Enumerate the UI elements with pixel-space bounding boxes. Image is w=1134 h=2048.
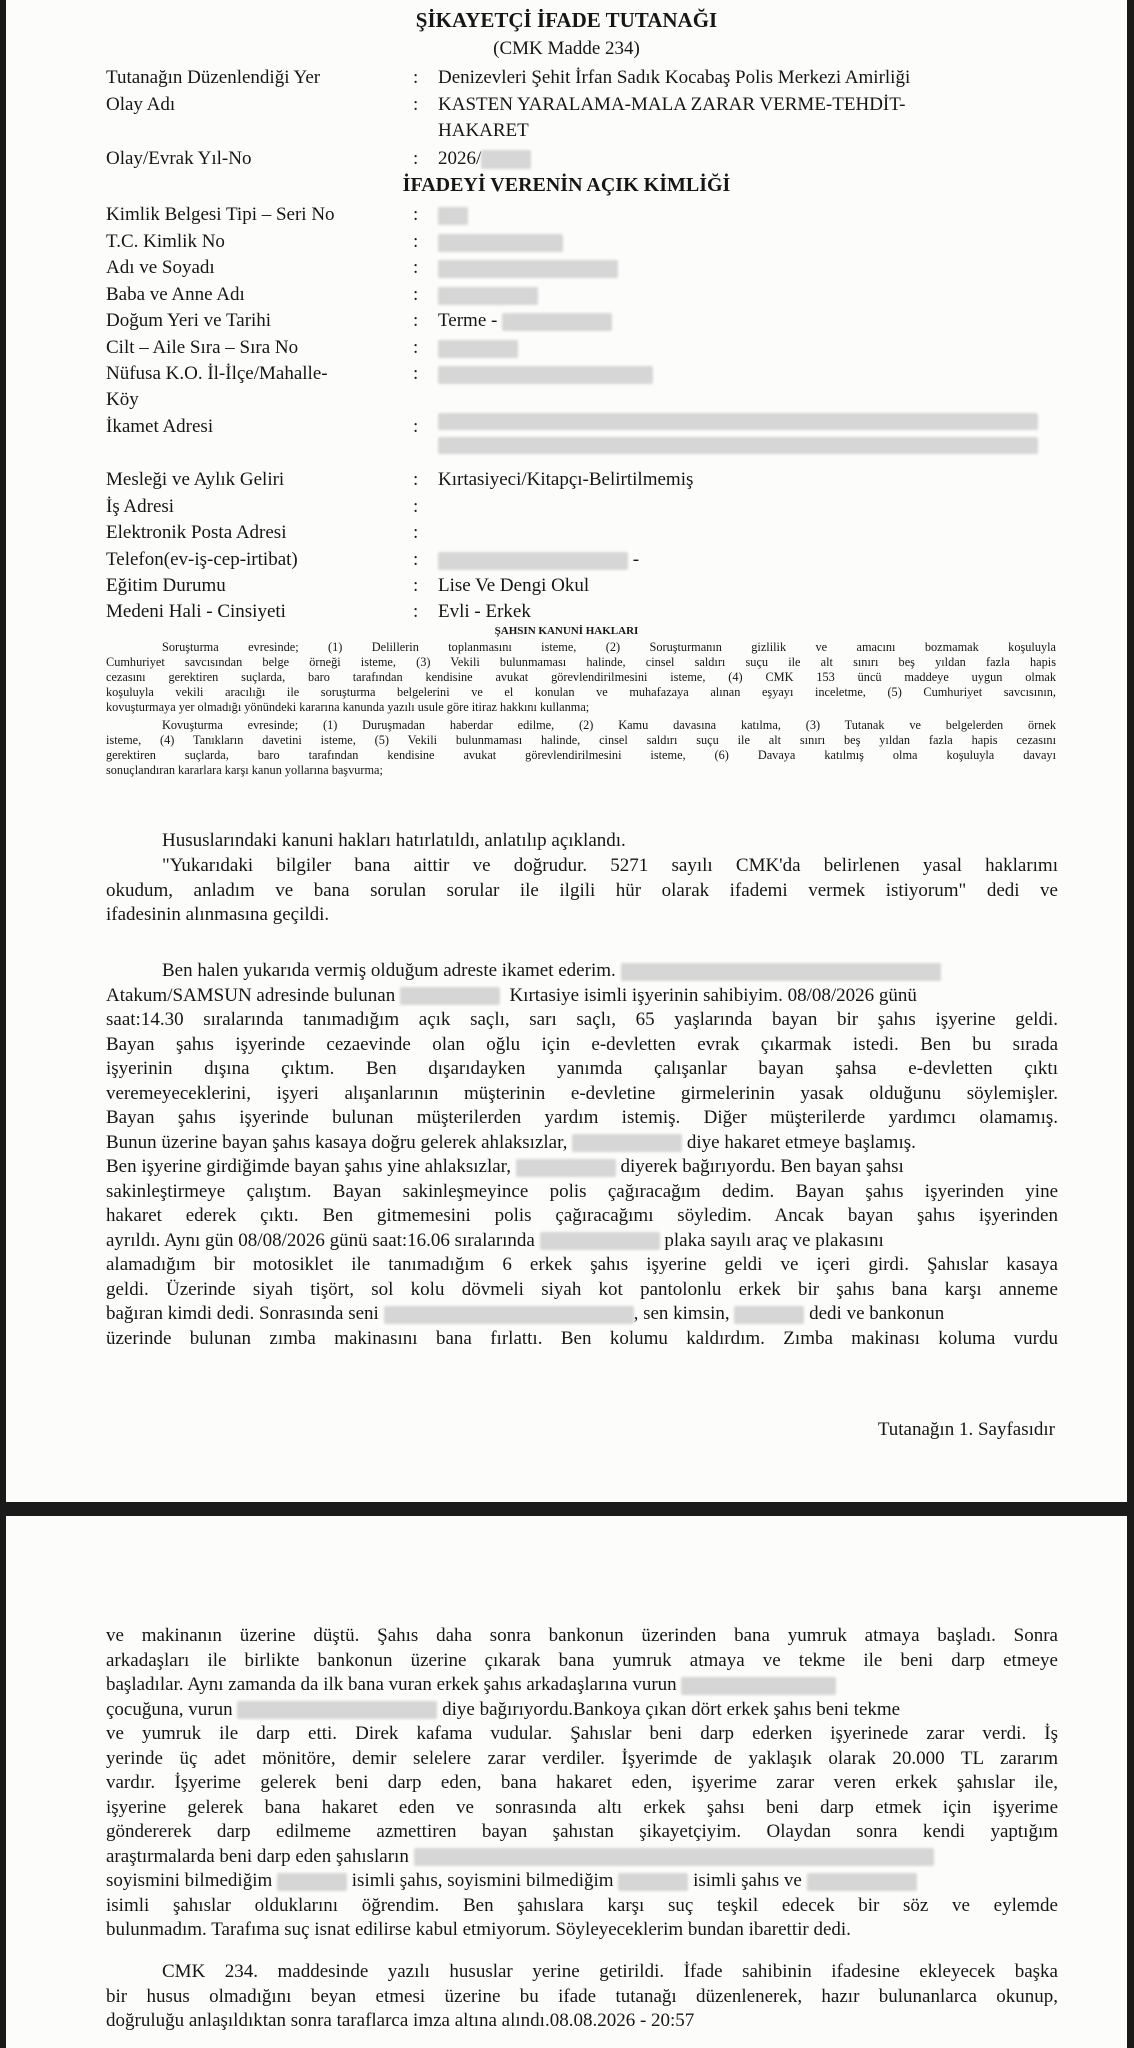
field-value: Denizevleri Şehit İrfan Sadık Kocabaş Polis Merkezi Amirliği bbox=[438, 67, 911, 88]
redaction bbox=[438, 260, 618, 278]
field-label: T.C. Kimlik No bbox=[106, 231, 225, 252]
field-label: Tutanağın Düzenlendiği Yer bbox=[106, 67, 321, 88]
redaction bbox=[400, 987, 500, 1005]
redaction bbox=[438, 552, 628, 570]
statement-paragraph: Ben halen yukarıda vermiş olduğum adreste ikamet ederim. Atakum/SAMSUN adresinde bulunan Kırtasiye isimli işyerinin sahibiyim. 08/08/2026 günü saat:14.30 sıralarında tanımadığım açık saçlı, sarı saçlı, 65 yaşlarında bayan bir şahıs işyerine geldi. Bayan şahıs işyerinde cezaevinde olan oğlu için e-devletten evrak çıkarmak istedi. Ben bu sırada işyerinin dışına çıktım. Ben dışarıdayken yanımda çalışanlar bayan şahsa e-devletten çıktı veremeyeceklerini, işyeri alışanlarının müşterinin e-devletine girmelerinin yasak olduğunu söylemişler. Bayan şahıs işyerinde bulunan müşterilerden yardım istemiş. Diğer müşterilerde yardımcı olamamış. Bunun üzerine bayan şahıs kasaya doğru gelerek ahlaksızlar, diye hakaret etmeye başlamış. Ben işyerine girdiğimde bayan şahıs yine ahlaksızlar, diyerek bağırıyordu. Ben bayan şahsı sakinleştirmeye çalıştım. Bayan sakinleşmeyince polis çağıracağım dedim. Bayan şahıs işyerinden yine hakaret ederek çıktı. Ben gitmemesini polis çağıracağımı söyledim. Ancak bayan şahıs işyerinden ayrıldı. Aynı gün 08/08/2026 günü saat:16.06 sıralarında plaka sayılı araç ve plakasını alamadığım bir motosiklet ile tanımadığım 6 erkek şahıs işyerine geldi ve içeri girdi. Şahıslar kasaya geldi. Üzerinde siyah tişört, sol kolu dövmeli siyah kot pantolonlu erkek bir şahıs bana karşı anneme bağıran kimdi dedi. Sonrasında seni , sen kimsin, dedi ve bankonun üzerinde bulunan zımba makinasını bana fırlattı. Ben kolumu kaldırdım. Zımba makinası koluma vurdu bbox=[106, 960, 1058, 1349]
field-label: İkamet Adresi bbox=[106, 416, 214, 437]
redaction bbox=[438, 234, 563, 252]
redaction bbox=[384, 1306, 634, 1324]
statement-paragraph-continued: ve makinanın üzerine düştü. Şahıs daha sonra bankonun üzerinden bana yumruk atmaya başladı. Sonra arkadaşları ile birlikte bankonun üzerine çıkarak bana yumruk atmaya ve tekme ile beni darp etmeye başladılar. Aynı zamanda da ilk bana vuran erkek şahıs arkadaşlarına vurun çocuğuna, vurun diye bağırıyordu.Bankoya çıkan dört erkek şahıs beni tekme ve yumruk ile darp etti. Direk kafama vudular. Şahıslar beni darp ederken işyerinede zarar verdi. İş yerinde üç adet mönitöre, demir selelere zarar verdiler. İşyerimde de yaklaşık olarak 20.000 TL zararım vardır. İşyerime gelerek beni darp eden, bana hakaret eden, işyerime zarar veren erkek şahıslar ile, işyerine gelerek bana hakaret eden ve sonrasında altı erkek şahsı beni darp etmek için işyerime göndererek darp edilmeme azmettiren bayan şahıstan şikayetçiyim. Olaydan sonra kendi yaptığım araştırmalarda beni darp eden şahısların soyismini bilmediğim isimli şahıs, soyismini bilmediğim isimli şahıs ve isimli şahıslar olduklarını öğrendim. Ben şahıslara karşı suç teşkil edecek bir söz ve eylemde bulunmadım. Tarafıma suç isnat edilirse kabul etmiyorum. Söyleyeceklerim bundan ibarettir dedi. bbox=[106, 1625, 1058, 1940]
field-label: Mesleği ve Aylık Geliri bbox=[106, 469, 285, 490]
document-title: ŞİKAYETÇİ İFADE TUTANAĞI bbox=[415, 8, 718, 32]
field-label: Olay/Evrak Yıl-No bbox=[106, 148, 252, 169]
redaction bbox=[237, 1701, 437, 1719]
field-label: Cilt – Aile Sıra – Sıra No bbox=[106, 337, 299, 358]
field-label: Olay Adı bbox=[106, 94, 176, 115]
redaction bbox=[734, 1306, 804, 1324]
redaction bbox=[516, 1159, 616, 1177]
declaration-paragraph: "Yukarıdaki bilgiler bana aittir ve doğrudur. 5271 sayılı CMK'da belirlenen yasal haklarımı okudum, anladım ve bana sorulan sorular ile ilgili hür olarak ifademi vermek istiyorum" dedi ve ifadesinin alınmasına geçildi. bbox=[106, 855, 1058, 925]
redaction bbox=[414, 1848, 934, 1866]
rights-prosecution: Kovuşturma evresinde; (1) Duruşmadan haberdar edilme, (2) Kamu davasına katılma, (3) Tutanak ve belgelerden örnek isteme, (4) Tanıkların davetini isteme, (5) Vekili bulunmaması halinde, cinsel saldırı suçu ile alt sınırı beş yıldan fazla hapis cezasını gerektiren suçlarda, baro tarafından kendisine avukat görevlendirilmesini isteme, (6) Davaya katılmış olma koşuluyla davayı sonuçlandıran kararlara karşı kanun yollarına başvurma; bbox=[106, 718, 1056, 777]
field-label: Nüfusa K.O. İl-İlçe/Mahalle- bbox=[106, 363, 328, 384]
redaction bbox=[681, 1677, 836, 1695]
field-label: Doğum Yeri ve Tarihi bbox=[106, 310, 272, 331]
rights-reminder: Hususlarındaki kanuni hakları hatırlatıldı, anlatılıp açıklandı. bbox=[162, 830, 626, 851]
rights-heading: ŞAHSIN KANUNİ HAKLARI bbox=[494, 625, 639, 637]
redaction bbox=[502, 313, 612, 331]
redaction bbox=[438, 366, 653, 384]
field-value: Evli - Erkek bbox=[438, 601, 531, 622]
identity-heading: İFADEYİ VERENİN AÇIK KİMLİĞİ bbox=[402, 174, 731, 196]
field-label: Kimlik Belgesi Tipi – Seri No bbox=[106, 204, 335, 225]
field-label: Elektronik Posta Adresi bbox=[106, 522, 287, 543]
field-value: KASTEN YARALAMA-MALA ZARAR VERME-TEHDİT- bbox=[438, 94, 906, 115]
field-value: Terme - bbox=[438, 310, 503, 331]
field-label: Baba ve Anne Adı bbox=[106, 284, 245, 305]
redaction bbox=[438, 437, 1038, 454]
field-value: HAKARET bbox=[438, 120, 529, 141]
field-label: Köy bbox=[106, 389, 139, 410]
redaction bbox=[438, 340, 518, 358]
field-label: Medeni Hali - Cinsiyeti bbox=[106, 601, 286, 622]
redaction bbox=[621, 963, 941, 981]
rights-investigation: Soruşturma evresinde; (1) Delillerin toplanmasını isteme, (2) Soruşturmanın gizlilik ve amacını bozmamak koşuluyla Cumhuriyet savcısından belge örneği isteme, (3) Vekili bulunmaması halinde, cinsel saldırı suçu ile alt sınırı beş yıldan fazla hapis cezasını gerektiren suçlarda, baro tarafından kendisine avukat görevlendirilmesini isteme, (4) CMK 153 üncü maddeye uygun olmak koşuluyla vekili aracılığı ile soruşturma belgelerini ve el konulan ve muhafazaya alınan eşyayı inceletme, (5) Cumhuriyet savcısının, kovuşturmaya yer olmadığı yönündeki kararına kanunda yazılı usule göre itiraz hakkını kullanma; bbox=[106, 640, 1056, 714]
field-label: Adı ve Soyadı bbox=[106, 257, 215, 278]
field-value: 2026/ bbox=[438, 148, 482, 169]
field-value: Kırtasiyeci/Kitapçı-Belirtilmemiş bbox=[438, 469, 694, 490]
redaction bbox=[481, 150, 531, 169]
closing-paragraph: CMK 234. maddesinde yazılı hususlar yerine getirildi. İfade sahibinin ifadesine ekleyecek başka bir husus olmadığını beyan etmesi üzerine bu ifade tutanağı düzenlenerek, hazır bulunanlarca okunup, doğruluğu anlaşıldıktan sonra taraflarca imza altına alındı.08.08.2026 - 20:57 bbox=[106, 1961, 1058, 2031]
redaction bbox=[438, 287, 538, 305]
redaction bbox=[277, 1873, 347, 1891]
document-subtitle: (CMK Madde 234) bbox=[493, 38, 640, 59]
field-label: İş Adresi bbox=[106, 496, 175, 517]
field-label: Eğitim Durumu bbox=[106, 575, 226, 596]
field-label: Telefon(ev-iş-cep-irtibat) bbox=[106, 549, 298, 570]
redaction bbox=[572, 1134, 682, 1152]
redaction bbox=[807, 1873, 917, 1891]
document-page-1: ŞİKAYETÇİ İFADE TUTANAĞI (CMK Madde 234) Tutanağın Düzenlendiği Yer : Denizevleri Şehit İrfan Sadık Kocabaş Polis Merkezi Amirliği Olay Adı : KASTEN YARALAMA-MALA ZARAR VERME-TEHDİT- HAKARET Olay/Evrak Yıl-No : 2026/ İFADEYİ VERENİN AÇIK KİMLİĞİ Kimlik Belgesi Tipi – Seri No : T.C. Kimlik No : Adı ve Soyadı : Baba ve Anne Adı : Doğum Yeri ve Tarihi : Terme - Cilt – Aile Sıra – Sıra No : Nüfusa K.O. İl-İlçe/Mahalle- : Köy İkamet Adresi : Mesleği ve Aylık Geliri : Kırtasiyeci/Kitapçı-Belirtilmemiş İş Adresi : Elektronik Posta Adresi : Telefon(ev-iş-cep-irtibat) : - Eğitim Durumu : Lise Ve Dengi Okul Medeni Hali - Cinsiyeti : Evli - Erkek ŞAHSIN KANUNİ HAKLARI Soruşturma evresinde; (1) Delillerin toplanmasını isteme, (2) Soruşturmanın gizlilik ve amacını bozmamak koşuluyla Cumhuriyet savcısından belge örneği isteme, (3) Vekili bulunmaması halinde, cinsel saldırı suçu ile alt sınırı beş yıldan fazla hapis cezasını gerektiren suçlarda, baro tarafından kendisine avukat görevlendirilmesini isteme, (4) CMK 153 üncü maddeye uygun olmak koşuluyla vekili aracılığı ile soruşturma belgelerini ve el konulan ve muhafazaya alınan eşyayı inceletme, (5) Cumhuriyet savcısının, kovuşturmaya yer olmadığı yönündeki kararına kanunda yazılı usule göre itiraz hakkını kullanma; Kovuşturma evresinde; (1) Duruşmadan haberdar edilme, (2) Kamu davasına katılma, (3) Tutanak ve belgelerden örnek isteme, (4) Tanıkların davetini isteme, (5) Vekili bulunmaması halinde, cinsel saldırı suçu ile alt sınırı beş yıldan fazla hapis cezasını gerektiren suçlarda, baro tarafından kendisine avukat görevlendirilmesini isteme, (6) Davaya katılmış olma koşuluyla davayı sonuçlandıran kararlara karşı kanun yollarına başvurma; Hususlarındaki kanuni hakları hatırlatıldı, anlatılıp açıklandı. "Yukarıdaki bilgiler bana aittir ve doğrudur. 5271 sayılı CMK'da belirlenen yasal haklarımı okudum, anladım ve bana sorulan sorular ile ilgili hür olarak ifademi vermek istiyorum" dedi ve ifadesinin alınmasına geçildi. Ben halen yukarıda vermiş olduğum adreste ikamet ederim. Atakum/SAMSUN adresinde bulunan Kırtasiye isimli işyerinin sahibiyim. 08/08/2026 günü saat:14.30 sıralarında tanımadığım açık saçlı, sarı saçlı, 65 yaşlarında bayan bir şahıs işyerine geldi. Bayan şahıs işyerinde cezaevinde olan oğlu için e-devletten evrak çıkarmak istedi. Ben bu sırada işyerinin dışına çıktım. Ben dışarıdayken yanımda çalışanlar bayan şahsa e-devletten çıktı veremeyeceklerini, işyeri alışanlarının müşterinin e-devletine girmelerinin yasak olduğunu söylemişler. Bayan şahıs işyerinde bulunan müşterilerden yardım istemiş. Diğer müşterilerde yardımcı olamamış. Bunun üzerine bayan şahıs kasaya doğru gelerek ahlaksızlar, diye hakaret etmeye başlamış. Ben işyerine girdiğimde bayan şahıs yine ahlaksızlar, diyerek bağırıyordu. Ben bayan şahsı sakinleştirmeye çalıştım. Bayan sakinleşmeyince polis çağıracağım dedim. Bayan şahıs işyerinden yine hakaret ederek çıktı. Ben gitmemesini polis çağıracağımı söyledim. Ancak bayan şahıs işyerinden ayrıldı. Aynı gün 08/08/2026 günü saat:16.06 sıralarında plaka sayılı araç ve plakasını alamadığım bir motosiklet ile tanımadığım 6 erkek şahıs işyerine geldi ve içeri girdi. Şahıslar kasaya geldi. Üzerinde siyah tişört, sol kolu dövmeli siyah kot pantolonlu erkek bir şahıs bana karşı anneme bağıran kimdi dedi. Sonrasında seni , sen kimsin, dedi ve bankonun üzerinde bulunan zımba makinasını bana fırlattı. Ben kolumu kaldırdım. Zımba makinası koluma vurdu Tutanağın 1. Sayfasıdır bbox=[6, 0, 1127, 1502]
redaction bbox=[540, 1232, 660, 1250]
field-value: - bbox=[632, 549, 640, 570]
field-value: Lise Ve Dengi Okul bbox=[438, 575, 590, 596]
redaction bbox=[438, 413, 1038, 430]
page-footer: Tutanağın 1. Sayfasıdır bbox=[877, 1419, 1055, 1440]
redaction bbox=[618, 1873, 688, 1891]
redaction bbox=[438, 207, 468, 225]
document-page-2 bbox=[6, 1516, 1127, 2048]
